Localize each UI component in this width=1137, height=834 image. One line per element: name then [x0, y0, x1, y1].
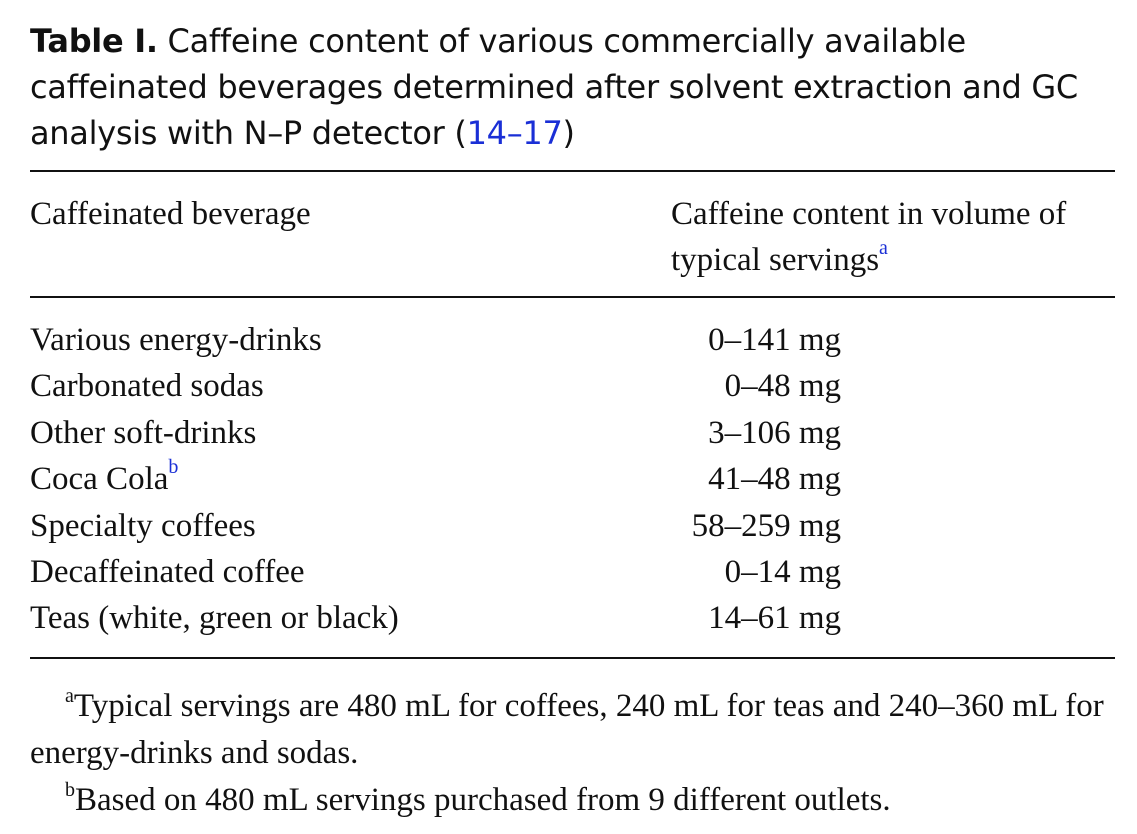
caffeine-cell: 14–61 mg — [708, 600, 841, 637]
table-label: Table I. — [30, 22, 158, 60]
beverage-cell: Teas (white, green or black) — [30, 600, 399, 637]
header-rule — [30, 296, 1115, 298]
top-rule — [30, 170, 1115, 172]
table-row — [30, 410, 1115, 456]
table-row — [30, 595, 1115, 641]
footnote-mark: b — [65, 779, 75, 801]
table-footnotes — [30, 683, 1120, 824]
footnote-ref-a[interactable]: a — [879, 237, 888, 259]
caffeine-cell: 58–259 mg — [691, 507, 841, 544]
bottom-rule — [30, 657, 1115, 659]
caffeine-cell: 0–141 mg — [708, 322, 841, 358]
table-row — [30, 456, 1115, 502]
caption-text: Caffeine content of various commercially available caffeinated beverages determined after solvent extraction and GC analysis with N–P detector ( — [30, 22, 1078, 152]
footnote-a — [30, 683, 1120, 777]
beverage-cell: Carbonated sodas — [30, 368, 264, 405]
caffeine-cell: 41–48 mg — [708, 461, 841, 498]
table-caption — [30, 18, 1115, 156]
footnote-b — [30, 777, 1120, 824]
caffeine-cell: 0–14 mg — [724, 553, 841, 590]
caffeine-cell: 3–106 mg — [708, 414, 841, 451]
table-body — [30, 317, 1115, 642]
beverage-cell: Specialty coffees — [30, 507, 256, 544]
table-row — [30, 503, 1115, 549]
beverage-cell-text: Coca Cola — [30, 461, 169, 498]
footnote-ref-b[interactable]: b — [168, 456, 179, 479]
beverage-cell: Other soft-drinks — [30, 414, 257, 451]
beverage-cell: Various energy-drinks — [30, 322, 322, 358]
caption-text-end: ) — [562, 114, 575, 152]
table-row — [30, 363, 1115, 409]
header-caffeine-text: Caffeine content in volume of typical servings — [671, 196, 1067, 278]
footnote-text: Typical servings are 480 mL for coffees, 240 mL for teas and 240–360 mL for energy-drinks and sodas. — [30, 688, 1104, 771]
header-beverage: Caffeinated beverage — [30, 196, 311, 232]
beverage-cell — [30, 456, 178, 502]
footnote-text: Based on 480 mL servings purchased from 9 different outlets. — [75, 782, 891, 818]
table-row — [30, 317, 1115, 363]
caffeine-cell: 0–48 mg — [724, 368, 841, 405]
footnote-mark: a — [65, 685, 74, 707]
beverage-cell: Decaffeinated coffee — [30, 553, 305, 590]
reference-link[interactable]: 14–17 — [466, 114, 563, 152]
table-row — [30, 549, 1115, 595]
header-caffeine — [671, 191, 1111, 283]
